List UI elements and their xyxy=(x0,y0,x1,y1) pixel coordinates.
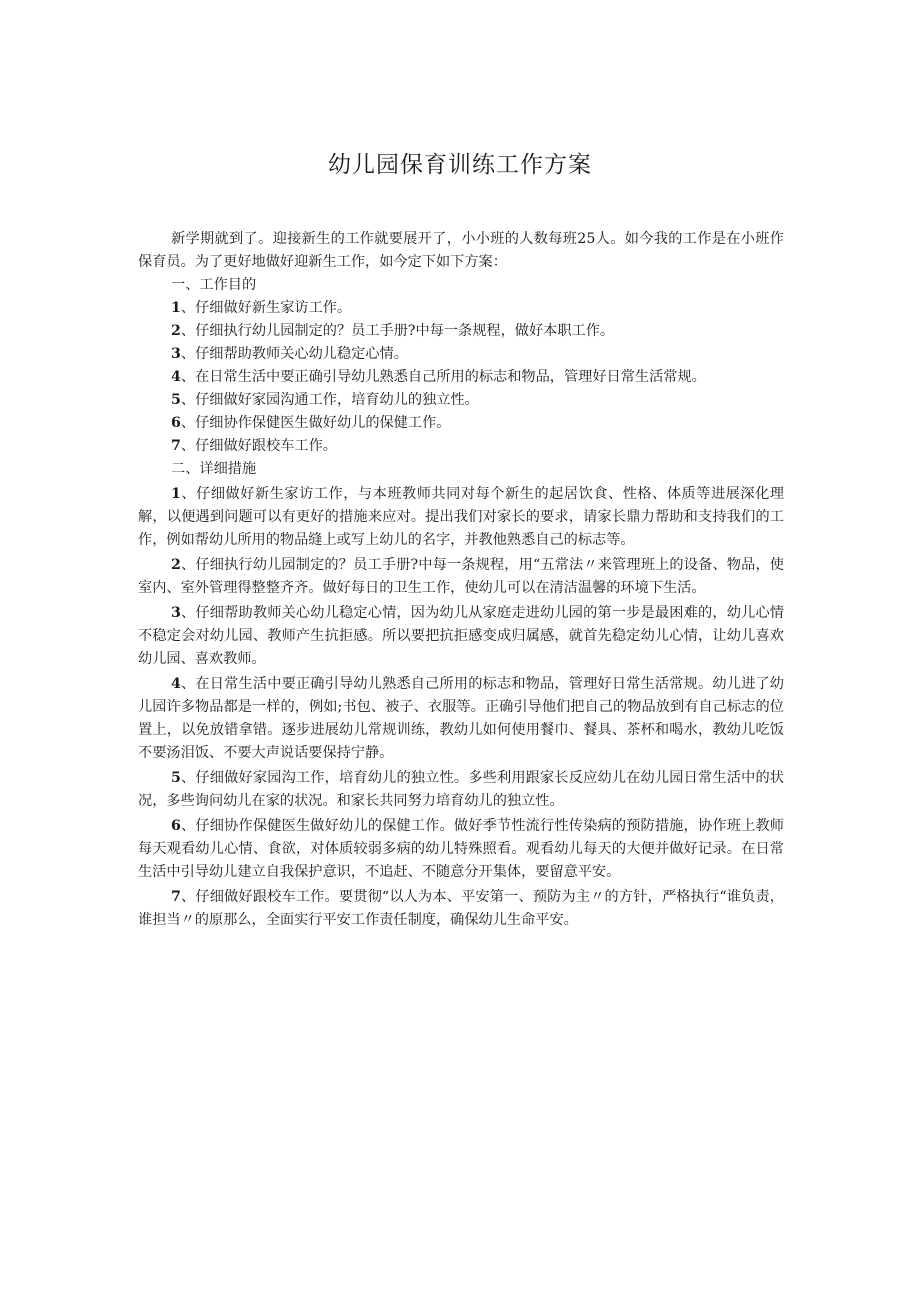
document-body xyxy=(138,228,784,932)
goal-item-2: 2、仔细执行幼儿园制定的？员工手册?中每一条规程，做好本职工作。 xyxy=(171,323,615,339)
goal-item-4: 4、在日常生活中要正确引导幼儿熟悉自己所用的标志和物品，管理好日常生活常规。 xyxy=(171,369,706,385)
intro-paragraph: 新学期就到了。迎接新生的工作就要展开了，小小班的人数每班25人。如今我的工作是在小班作保育员。为了更好地做好迎新生工作，如今定下如下方案： xyxy=(138,231,784,270)
measure-item-6: 6、仔细协作保健医生做好幼儿的保健工作。做好季节性流行性传染病的预防措施，协作班上教师每天观看幼儿心情、食欲，对体质较弱多病的幼儿特殊照看。观看幼儿每天的大便并做好记录。在日常生活中引导幼儿建立自我保护意识，不追赶、不随意分开集体，要留意平安。 xyxy=(138,818,784,880)
goal-item-5: 5、仔细做好家园沟通工作，培育幼儿的独立性。 xyxy=(171,392,479,408)
measures-list xyxy=(138,483,784,932)
goal-item-3: 3、仔细帮助教师关心幼儿稳定心情。 xyxy=(171,346,408,362)
measure-item-7: 7、仔细做好跟校车工作。要贯彻“以人为本、平安第一、预防为主〃的方针，严格执行“谁负责，谁担当〃的原那么，全面实行平安工作责任制度，确保幼儿生命平安。 xyxy=(138,889,784,928)
page-title: 幼儿园保育训练工作方案 xyxy=(328,152,592,178)
measure-item-4: 4、在日常生活中要正确引导幼儿熟悉自己所用的标志和物品，管理好日常生活常规。幼儿进了幼儿园许多物品都是一样的，例如;书包、被子、衣服等。正确引导他们把自己的物品放到有自己标志的位置上，以免放错拿错。逐步进展幼儿常规训练，教幼儿如何使用餐巾、餐具、茶杯和喝水，教幼儿吃饭不要汤泪饭、不要大声说话要保持宁静。 xyxy=(138,676,784,761)
measure-item-1: 1、仔细做好新生家访工作，与本班教师共同对每个新生的起居饮食、性格、体质等进展深化理解，以便遇到问题可以有更好的措施来应对。提出我们对家长的要求，请家长鼎力帮助和支持我们的工作，例如帮幼儿所用的物品缝上或写上幼儿的名字，并教他熟悉自己的标志等。 xyxy=(138,486,784,548)
measure-item-3: 3、仔细帮助教师关心幼儿稳定心情，因为幼儿从家庭走进幼儿园的第一步是最困难的，幼儿心情不稳定会对幼儿园、教师产生抗拒感。所以要把抗拒感变成归属感，就首先稳定幼儿心情，让幼儿喜欢幼儿园、喜欢教师。 xyxy=(138,605,784,667)
goals-list xyxy=(138,297,784,458)
section-heading-measures: 二、详细措施 xyxy=(171,461,257,477)
goal-item-7: 7、仔细做好跟校车工作。 xyxy=(171,438,337,454)
goal-item-1: 1、仔细做好新生家访工作。 xyxy=(171,300,352,316)
measure-item-5: 5、仔细做好家园沟工作，培育幼儿的独立性。多些利用跟家长反应幼儿在幼儿园日常生活中的状况，多些询问幼儿在家的状况。和家长共同努力培育幼儿的独立性。 xyxy=(138,770,784,809)
section-heading-goals: 一、工作目的 xyxy=(171,277,257,293)
goal-item-6: 6、仔细协作保健医生做好幼儿的保健工作。 xyxy=(171,415,451,431)
measure-item-2: 2、仔细执行幼儿园制定的？员工手册?中每一条规程，用“五常法〃来管理班上的设备、物品，使室内、室外管理得整整齐齐。做好每日的卫生工作，使幼儿可以在清洁温馨的环境下生活。 xyxy=(138,557,784,596)
